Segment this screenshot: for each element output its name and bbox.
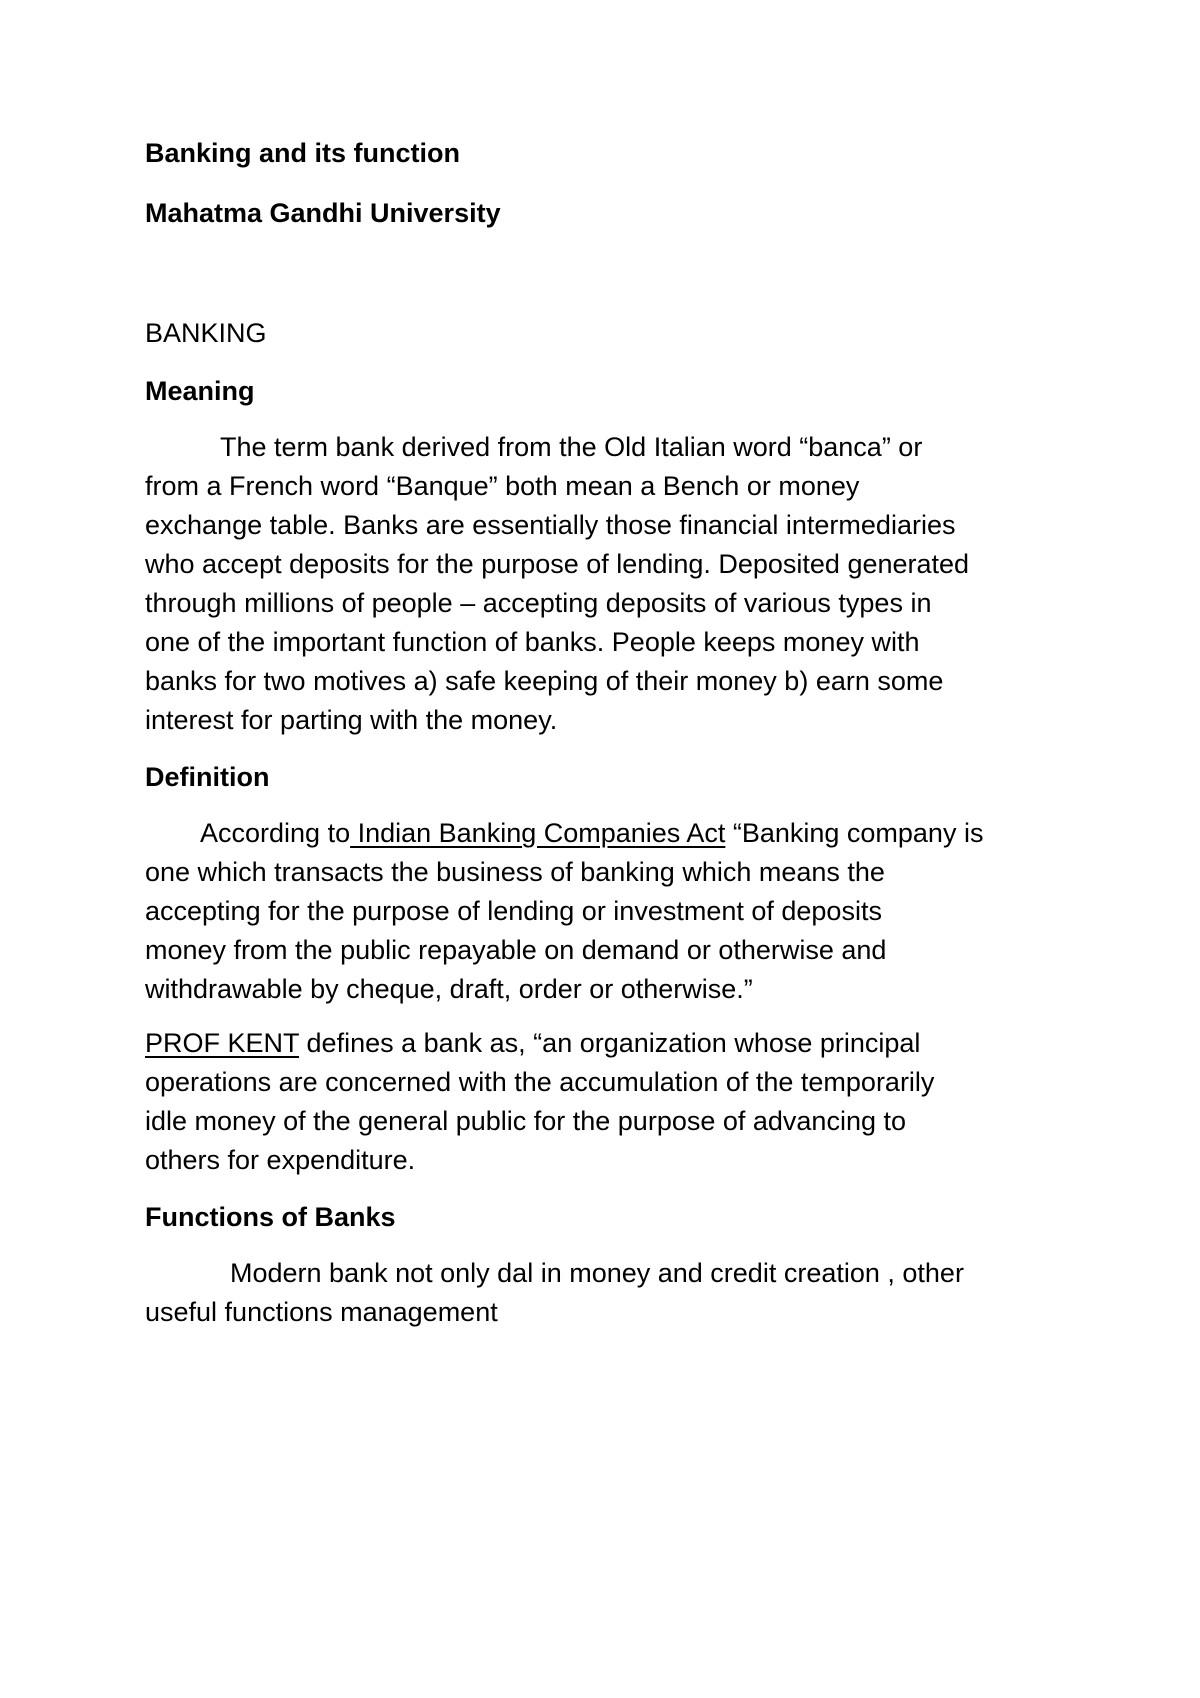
meaning-line: who accept deposits for the purpose of lending. Deposited generated bbox=[145, 549, 970, 579]
kent-suffix: defines a bank as, “an organization whose principal bbox=[299, 1028, 921, 1058]
kent-name: PROF KENT bbox=[145, 1028, 300, 1058]
meaning-line: The term bank derived from the Old Italian word “banca” or bbox=[220, 432, 923, 462]
kent-definition-line: others for expenditure. bbox=[145, 1145, 416, 1175]
document-page bbox=[145, 0, 1075, 1698]
definition-line: one which transacts the business of banking which means the bbox=[145, 857, 885, 887]
act-reference: Indian Banking Companies Act bbox=[350, 818, 726, 848]
functions-line: Modern bank not only dal in money and credit creation , other bbox=[230, 1258, 964, 1288]
definition-line: accepting for the purpose of lending or investment of deposits bbox=[145, 896, 882, 926]
definition-line bbox=[200, 816, 983, 850]
definition-line: money from the public repayable on demand or otherwise and bbox=[145, 935, 887, 965]
section-heading: BANKING bbox=[145, 318, 267, 348]
functions-line: useful functions management bbox=[145, 1297, 498, 1327]
definition-line: withdrawable by cheque, draft, order or otherwise.” bbox=[145, 974, 753, 1004]
meaning-line: exchange table. Banks are essentially those financial intermediaries bbox=[145, 510, 956, 540]
meaning-line: from a French word “Banque” both mean a Bench or money bbox=[145, 471, 860, 501]
functions-heading: Functions of Banks bbox=[145, 1202, 396, 1232]
kent-definition-line: operations are concerned with the accumulation of the temporarily bbox=[145, 1067, 935, 1097]
kent-definition-line bbox=[145, 1026, 920, 1060]
meaning-line: through millions of people – accepting deposits of various types in bbox=[145, 588, 932, 618]
university-name: Mahatma Gandhi University bbox=[145, 198, 501, 228]
definition-prefix: According to bbox=[200, 818, 351, 848]
meaning-heading: Meaning bbox=[145, 376, 255, 406]
definition-heading: Definition bbox=[145, 762, 270, 792]
kent-definition-line: idle money of the general public for the purpose of advancing to bbox=[145, 1106, 906, 1136]
definition-suffix: “Banking company is bbox=[725, 818, 984, 848]
meaning-line: one of the important function of banks. People keeps money with bbox=[145, 627, 920, 657]
document-title: Banking and its function bbox=[145, 138, 460, 168]
meaning-line: interest for parting with the money. bbox=[145, 705, 558, 735]
meaning-line: banks for two motives a) safe keeping of their money b) earn some bbox=[145, 666, 944, 696]
